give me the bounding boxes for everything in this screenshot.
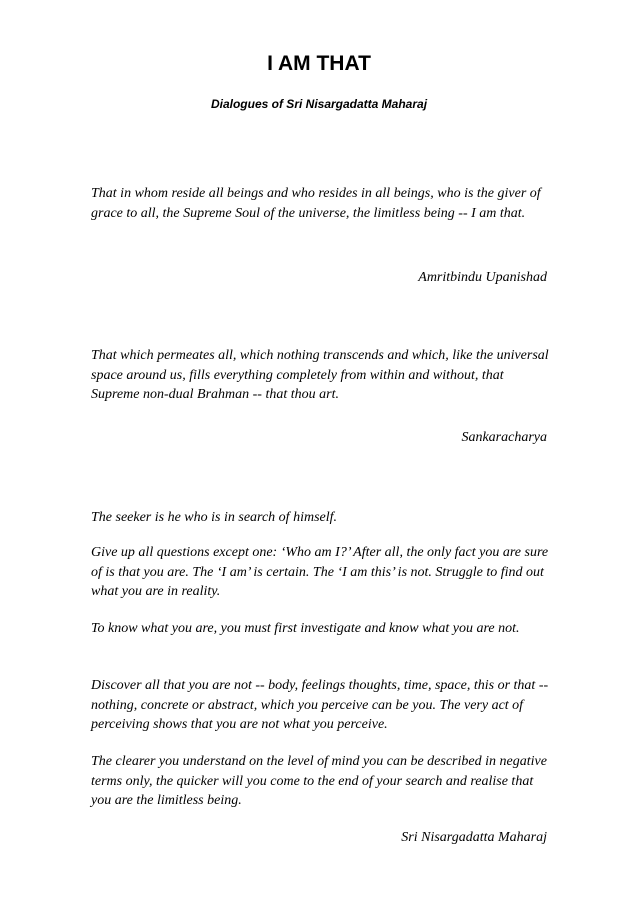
attribution-nisargadatta: Sri Nisargadatta Maharaj: [401, 830, 547, 845]
teaching-paragraph-limitless-being: The clearer you understand on the level of mind you can be described in negative terms only, the quicker will you come to the end of your search and realise that you are the limitless being.: [91, 754, 547, 808]
teaching-paragraph-who-am-i: Give up all questions except one: ‘Who am I?’ After all, the only fact you are sure of is that you are. The ‘I am’ is certain. The ‘I am this’ is not. Struggle to find out what you are in reality.: [91, 545, 549, 599]
teaching-paragraph-seeker: The seeker is he who is in search of himself.: [91, 510, 338, 525]
attribution-upanishad: Amritbindu Upanishad: [418, 270, 547, 285]
teaching-paragraph-know-what-you-are: To know what you are, you must first investigate and know what you are not.: [91, 621, 520, 636]
page-title: I AM THAT: [267, 52, 371, 75]
quote-upanishad: That in whom reside all beings and who resides in all beings, who is the giver of grace to all, the Supreme Soul of the universe, the limitless being -- I am that.: [91, 186, 541, 221]
teaching-paragraph-discover: Discover all that you are not -- body, feelings thoughts, time, space, this or that -- nothing, concrete or abstract, which you perceive can be you. The very act of perceiving shows that you are not what you perceive.: [91, 678, 549, 732]
quote-sankaracharya: That which permeates all, which nothing transcends and which, like the universal space around us, fills everything completely from within and without, that Supreme non-dual Brahman -- that thou art.: [91, 348, 549, 402]
attribution-sankaracharya: Sankaracharya: [461, 430, 547, 445]
page-subtitle: Dialogues of Sri Nisargadatta Maharaj: [210, 97, 428, 111]
